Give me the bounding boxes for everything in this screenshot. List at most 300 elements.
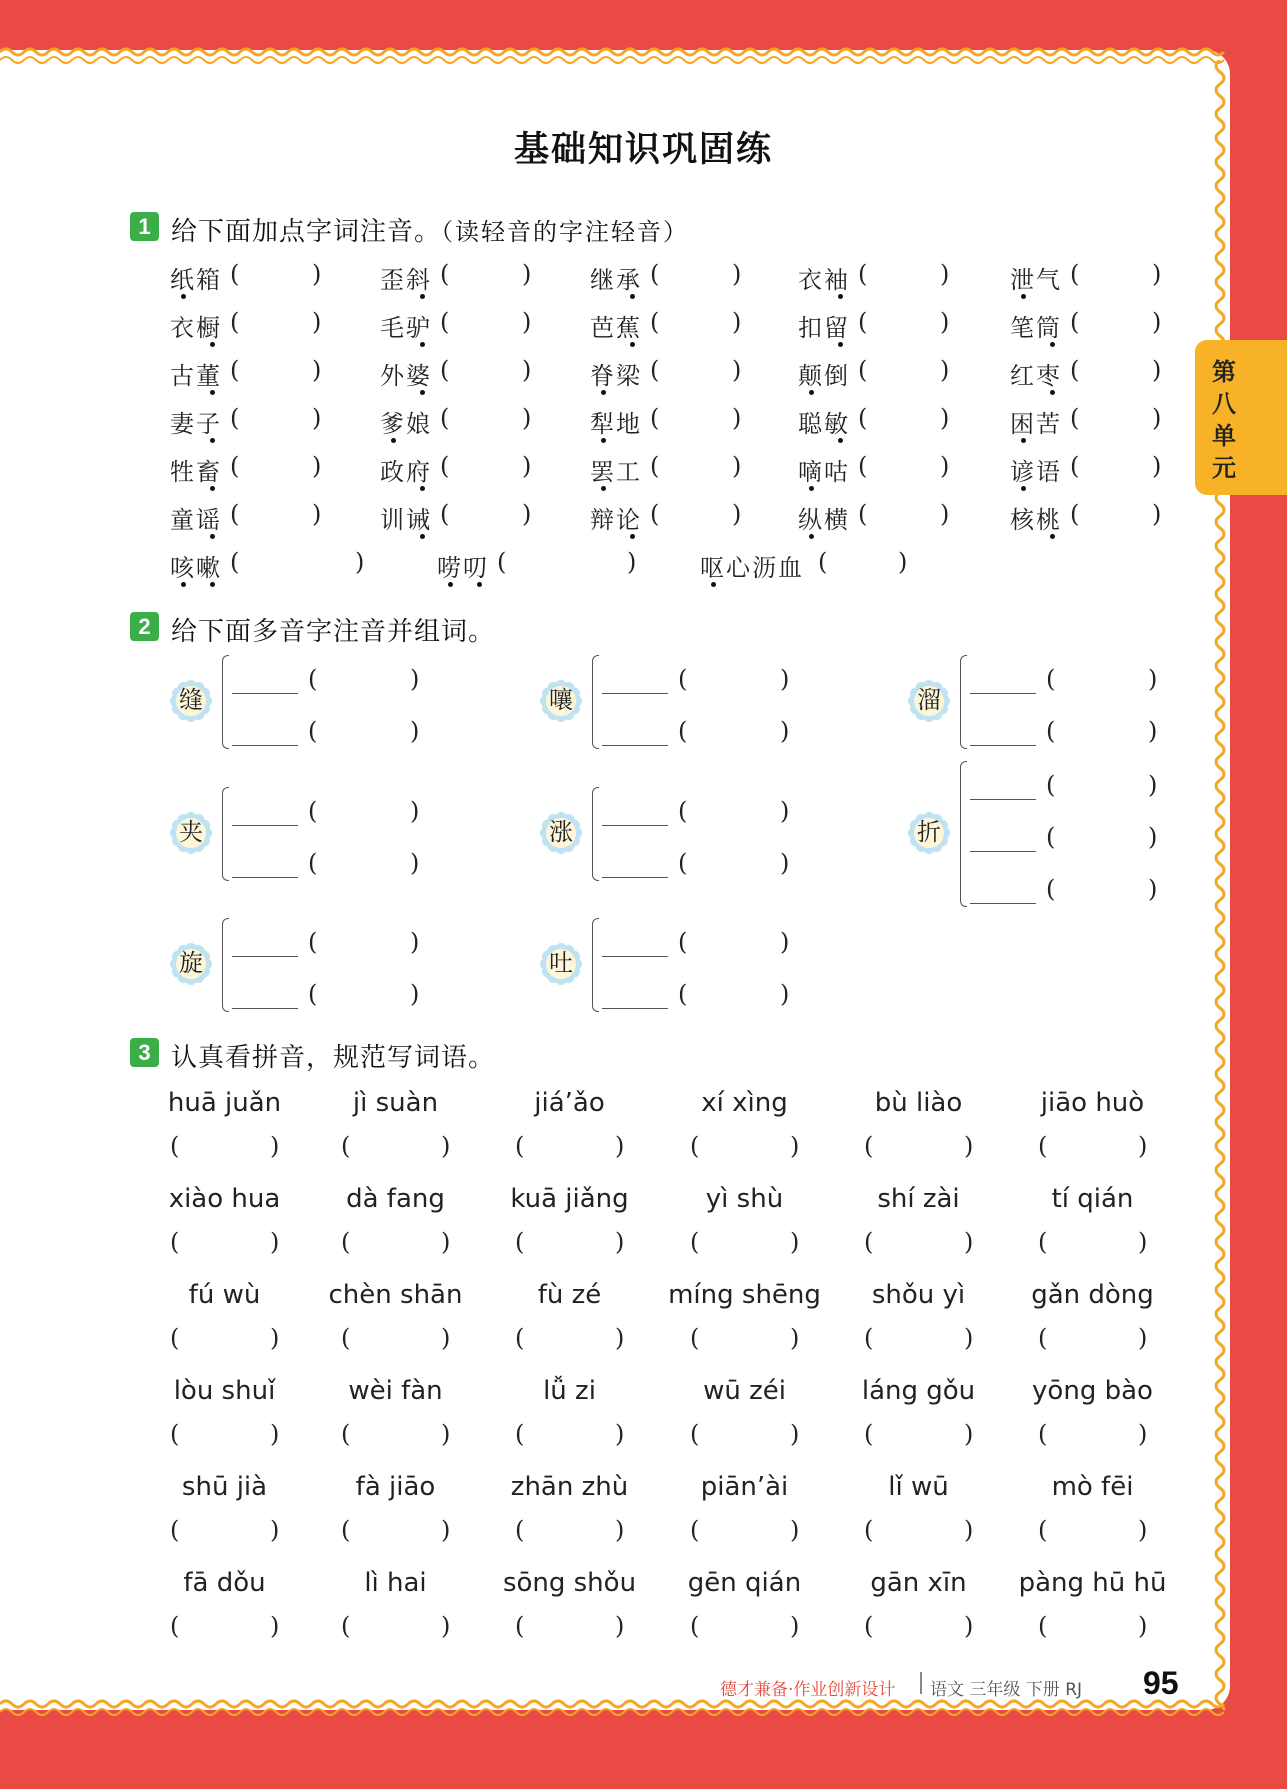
top-wave-border [0, 44, 1230, 74]
answer-paren-open: ( [864, 1228, 874, 1256]
answer-paren-open: ( [858, 452, 868, 480]
answer-paren-open: ( [864, 1516, 874, 1544]
pinyin-prompt: xiào hua [168, 1184, 281, 1214]
pinyin-prompt: yōng bào [1032, 1376, 1153, 1406]
answer-paren-open: ( [515, 1132, 525, 1160]
answer-paren-open: ( [170, 1420, 180, 1448]
answer-paren-close: ) [1152, 452, 1162, 480]
pinyin-paren-open: ( [308, 797, 318, 825]
pinyin-prompt: shū jià [181, 1472, 268, 1502]
bracket [592, 655, 599, 749]
answer-paren-open: ( [515, 1228, 525, 1256]
answer-paren-open: ( [341, 1420, 351, 1448]
q1-word: 扣留 [798, 314, 850, 342]
q1-word: 政府 [380, 458, 432, 486]
answer-paren-open: ( [515, 1324, 525, 1352]
answer-paren-close: ) [522, 356, 532, 384]
pinyin-prompt: shí zài [877, 1184, 960, 1214]
answer-paren-close: ) [1138, 1132, 1148, 1160]
answer-paren-open: ( [515, 1420, 525, 1448]
answer-paren-close: ) [732, 452, 742, 480]
pinyin-paren-open: ( [308, 928, 318, 956]
emphasis-dot [181, 582, 186, 587]
q1-word: 犁地 [590, 410, 642, 438]
q1-word: 毛驴 [380, 314, 432, 342]
answer-paren-close: ) [964, 1228, 974, 1256]
answer-paren-open: ( [341, 1324, 351, 1352]
emphasis-dot [391, 438, 396, 443]
bracket [222, 918, 229, 1012]
answer-paren-close: ) [522, 308, 532, 336]
pinyin-prompt: fà jiāo [355, 1472, 436, 1502]
answer-paren-open: ( [440, 500, 450, 528]
q1-word: 芭蕉 [590, 314, 642, 342]
answer-paren-close: ) [732, 260, 742, 288]
word-blank[interactable] [970, 745, 1036, 746]
answer-paren-open: ( [1070, 356, 1080, 384]
emphasis-dot [210, 390, 215, 395]
answer-paren-open: ( [440, 260, 450, 288]
answer-paren-close: ) [1152, 260, 1162, 288]
word-blank[interactable] [970, 851, 1036, 852]
pinyin-paren-open: ( [308, 665, 318, 693]
answer-paren-open: ( [230, 308, 240, 336]
pinyin-paren-open: ( [308, 717, 318, 745]
pinyin-paren-open: ( [1046, 875, 1056, 903]
footer-divider [920, 1672, 922, 1694]
pinyin-paren-close: ) [1148, 875, 1158, 903]
q1-word: 继承 [590, 266, 642, 294]
emphasis-dot [630, 342, 635, 347]
answer-paren-open: ( [341, 1516, 351, 1544]
answer-paren-close: ) [441, 1132, 451, 1160]
answer-paren-open: ( [650, 452, 660, 480]
pinyin-prompt: yì shù [705, 1184, 784, 1214]
q1-word: 困苦 [1010, 410, 1062, 438]
answer-paren-close: ) [615, 1228, 625, 1256]
answer-paren-close: ) [1138, 1420, 1148, 1448]
answer-paren-open: ( [690, 1612, 700, 1640]
word-blank[interactable] [232, 956, 298, 957]
pinyin-prompt: huā juǎn [167, 1088, 282, 1118]
answer-paren-close: ) [522, 404, 532, 432]
polyphone-char: 嚷 [549, 686, 573, 714]
emphasis-dot [809, 486, 814, 491]
pinyin-prompt: zhān zhù [510, 1472, 629, 1502]
polyphone-char: 折 [917, 818, 941, 846]
emphasis-dot [1021, 438, 1026, 443]
word-blank[interactable] [602, 745, 668, 746]
answer-paren-close: ) [312, 500, 322, 528]
pinyin-prompt: fù zé [537, 1280, 602, 1310]
answer-paren-close: ) [1152, 356, 1162, 384]
pinyin-prompt: fú wù [188, 1280, 261, 1310]
pinyin-paren-close: ) [410, 717, 420, 745]
answer-paren-open: ( [650, 260, 660, 288]
q1-word: 辩论 [590, 506, 642, 534]
pinyin-paren-close: ) [1148, 823, 1158, 851]
q1-word: 咳嗽 [170, 554, 222, 582]
polyphone-char: 涨 [549, 818, 573, 846]
pinyin-prompt: fā dǒu [183, 1568, 266, 1598]
polyphone-char: 溜 [917, 686, 941, 714]
page-title: 基础知识巩固练 [513, 130, 773, 170]
emphasis-dot [420, 534, 425, 539]
pinyin-prompt: lǚ zi [543, 1376, 596, 1406]
pinyin-prompt: tí qián [1051, 1184, 1134, 1214]
answer-paren-close: ) [441, 1420, 451, 1448]
q1-prompt-text: 给下面加点字词注音。 [171, 217, 442, 247]
answer-paren-open: ( [230, 500, 240, 528]
answer-paren-close: ) [732, 500, 742, 528]
answer-paren-close: ) [790, 1324, 800, 1352]
answer-paren-open: ( [230, 404, 240, 432]
answer-paren-close: ) [312, 260, 322, 288]
pinyin-prompt: kuā jiǎng [510, 1184, 629, 1214]
answer-paren-open: ( [650, 500, 660, 528]
answer-paren-open: ( [170, 1612, 180, 1640]
answer-paren-close: ) [1138, 1228, 1148, 1256]
q1-word: 脊梁 [590, 362, 642, 390]
pinyin-prompt: wèi fàn [348, 1376, 443, 1406]
pinyin-prompt: jì suàn [352, 1088, 439, 1118]
answer-paren-close: ) [1138, 1516, 1148, 1544]
pinyin-paren-close: ) [410, 797, 420, 825]
pinyin-paren-open: ( [308, 980, 318, 1008]
q3-prompt: 认真看拼音，规范写词语。 [171, 1043, 496, 1073]
answer-paren-open: ( [1070, 260, 1080, 288]
word-blank[interactable] [602, 877, 668, 878]
pinyin-paren-close: ) [780, 665, 790, 693]
bracket [592, 918, 599, 1012]
answer-paren-open: ( [1038, 1324, 1048, 1352]
pinyin-paren-open: ( [1046, 717, 1056, 745]
answer-paren-open: ( [858, 356, 868, 384]
pinyin-paren-open: ( [678, 717, 688, 745]
answer-paren-open: ( [341, 1228, 351, 1256]
q1-word: 谚语 [1010, 458, 1062, 486]
emphasis-dot [1021, 294, 1026, 299]
answer-paren-close: ) [615, 1132, 625, 1160]
q1-word: 聪敏 [798, 410, 850, 438]
word-blank[interactable] [970, 903, 1036, 904]
q1-word: 笔筒 [1010, 314, 1062, 342]
q1-word: 嘀咕 [798, 458, 850, 486]
answer-paren-open: ( [1038, 1132, 1048, 1160]
answer-paren-close: ) [732, 404, 742, 432]
emphasis-dot [1050, 342, 1055, 347]
answer-paren-open: ( [650, 356, 660, 384]
answer-paren-close: ) [270, 1324, 280, 1352]
answer-paren-open: ( [858, 404, 868, 432]
q1-word: 外婆 [380, 362, 432, 390]
word-blank[interactable] [602, 825, 668, 826]
answer-paren-close: ) [1152, 500, 1162, 528]
q3-number: 3 [130, 1038, 159, 1067]
pinyin-paren-open: ( [678, 849, 688, 877]
emphasis-dot [838, 294, 843, 299]
pinyin-prompt: wū zéi [703, 1376, 786, 1406]
answer-paren-open: ( [690, 1420, 700, 1448]
word-blank[interactable] [970, 693, 1036, 694]
answer-paren-close: ) [1138, 1612, 1148, 1640]
answer-paren-close: ) [270, 1420, 280, 1448]
footer-info: 语文 三年级 下册 RJ [930, 1680, 1083, 1700]
emphasis-dot [601, 438, 606, 443]
q1-word: 核桃 [1010, 506, 1062, 534]
answer-paren-open: ( [650, 308, 660, 336]
pinyin-prompt: míng shēng [668, 1280, 821, 1310]
emphasis-dot [210, 582, 215, 587]
answer-paren-open: ( [440, 452, 450, 480]
answer-paren-open: ( [818, 548, 828, 576]
word-blank[interactable] [232, 745, 298, 746]
q1-word: 衣袖 [798, 266, 850, 294]
answer-paren-open: ( [650, 404, 660, 432]
answer-paren-close: ) [940, 260, 950, 288]
emphasis-dot [210, 342, 215, 347]
answer-paren-open: ( [690, 1516, 700, 1544]
q1-word: 爹娘 [380, 410, 432, 438]
q1-word: 泄气 [1010, 266, 1062, 294]
answer-paren-open: ( [170, 1132, 180, 1160]
answer-paren-close: ) [270, 1132, 280, 1160]
emphasis-dot [210, 438, 215, 443]
q1-word: 纸箱 [170, 266, 222, 294]
answer-paren-close: ) [940, 452, 950, 480]
q1-word: 衣橱 [170, 314, 222, 342]
answer-paren-open: ( [170, 1324, 180, 1352]
word-blank[interactable] [232, 825, 298, 826]
word-blank[interactable] [970, 799, 1036, 800]
answer-paren-open: ( [690, 1228, 700, 1256]
answer-paren-close: ) [312, 452, 322, 480]
pinyin-paren-open: ( [678, 928, 688, 956]
answer-paren-open: ( [230, 260, 240, 288]
answer-paren-open: ( [864, 1324, 874, 1352]
pinyin-prompt: dà fang [346, 1184, 445, 1214]
q1-word: 唠叨 [437, 554, 489, 582]
answer-paren-open: ( [497, 548, 507, 576]
pinyin-prompt: bù liào [874, 1088, 963, 1118]
word-blank[interactable] [232, 1008, 298, 1009]
answer-paren-close: ) [964, 1324, 974, 1352]
right-wave-border [1208, 60, 1234, 1710]
pinyin-paren-close: ) [410, 849, 420, 877]
q1-word: 牲畜 [170, 458, 222, 486]
answer-paren-close: ) [312, 404, 322, 432]
answer-paren-open: ( [864, 1612, 874, 1640]
pinyin-paren-open: ( [678, 980, 688, 1008]
word-blank[interactable] [602, 1008, 668, 1009]
answer-paren-open: ( [1038, 1612, 1048, 1640]
emphasis-dot [838, 438, 843, 443]
answer-paren-open: ( [341, 1132, 351, 1160]
answer-paren-open: ( [1070, 500, 1080, 528]
emphasis-dot [809, 534, 814, 539]
q1-word: 颠倒 [798, 362, 850, 390]
pinyin-prompt: gān xīn [870, 1568, 967, 1598]
q2-number: 2 [130, 612, 159, 641]
answer-paren-close: ) [270, 1228, 280, 1256]
pinyin-prompt: jiá’ǎo [534, 1088, 605, 1118]
answer-paren-open: ( [1038, 1516, 1048, 1544]
pinyin-paren-open: ( [678, 665, 688, 693]
emphasis-dot [711, 582, 716, 587]
word-blank[interactable] [232, 693, 298, 694]
pinyin-paren-open: ( [1046, 823, 1056, 851]
pinyin-prompt: lǐ wū [888, 1472, 949, 1502]
emphasis-dot [210, 486, 215, 491]
answer-paren-open: ( [1038, 1420, 1048, 1448]
pinyin-paren-open: ( [1046, 665, 1056, 693]
pinyin-paren-close: ) [780, 849, 790, 877]
emphasis-dot [420, 486, 425, 491]
answer-paren-close: ) [615, 1324, 625, 1352]
answer-paren-close: ) [940, 308, 950, 336]
polyphone-char: 旋 [179, 949, 203, 977]
bracket [222, 787, 229, 881]
pinyin-prompt: pàng hū hū [1018, 1568, 1167, 1598]
pinyin-paren-close: ) [1148, 665, 1158, 693]
pinyin-prompt: jiāo huò [1040, 1088, 1145, 1118]
pinyin-paren-open: ( [308, 849, 318, 877]
pinyin-paren-close: ) [780, 980, 790, 1008]
emphasis-dot [448, 582, 453, 587]
answer-paren-open: ( [170, 1516, 180, 1544]
pinyin-paren-close: ) [780, 717, 790, 745]
q1-word: 罢工 [590, 458, 642, 486]
answer-paren-close: ) [615, 1516, 625, 1544]
answer-paren-close: ) [732, 308, 742, 336]
answer-paren-open: ( [690, 1132, 700, 1160]
pinyin-paren-close: ) [1148, 717, 1158, 745]
pinyin-paren-open: ( [678, 797, 688, 825]
pinyin-prompt: lòu shuǐ [173, 1376, 276, 1406]
answer-paren-close: ) [940, 500, 950, 528]
answer-paren-close: ) [355, 548, 365, 576]
emphasis-dot [601, 390, 606, 395]
answer-paren-close: ) [964, 1612, 974, 1640]
q1-word: 古董 [170, 362, 222, 390]
answer-paren-close: ) [940, 356, 950, 384]
emphasis-dot [838, 342, 843, 347]
answer-paren-close: ) [441, 1516, 451, 1544]
answer-paren-close: ) [312, 356, 322, 384]
answer-paren-open: ( [341, 1612, 351, 1640]
pinyin-prompt: sōng shǒu [502, 1568, 637, 1598]
pinyin-prompt: láng gǒu [861, 1376, 976, 1406]
answer-paren-open: ( [230, 356, 240, 384]
polyphone-char: 吐 [549, 949, 573, 977]
word-blank[interactable] [602, 956, 668, 957]
bracket [592, 787, 599, 881]
emphasis-dot [420, 342, 425, 347]
emphasis-dot [630, 294, 635, 299]
answer-paren-open: ( [1070, 452, 1080, 480]
answer-paren-close: ) [522, 452, 532, 480]
answer-paren-open: ( [440, 404, 450, 432]
answer-paren-close: ) [522, 260, 532, 288]
emphasis-dot [181, 294, 186, 299]
pinyin-prompt: xí xìng [701, 1088, 788, 1118]
emphasis-dot [477, 582, 482, 587]
polyphone-char: 缝 [179, 686, 203, 714]
emphasis-dot [1050, 390, 1055, 395]
answer-paren-open: ( [1070, 308, 1080, 336]
q1-word: 红枣 [1010, 362, 1062, 390]
emphasis-dot [210, 534, 215, 539]
answer-paren-close: ) [312, 308, 322, 336]
answer-paren-close: ) [790, 1516, 800, 1544]
answer-paren-open: ( [1070, 404, 1080, 432]
q2-prompt: 给下面多音字注音并组词。 [171, 617, 496, 647]
pinyin-paren-close: ) [410, 980, 420, 1008]
q1-number: 1 [130, 212, 159, 241]
answer-paren-open: ( [440, 356, 450, 384]
answer-paren-open: ( [230, 452, 240, 480]
answer-paren-close: ) [1152, 308, 1162, 336]
answer-paren-open: ( [230, 548, 240, 576]
answer-paren-open: ( [170, 1228, 180, 1256]
answer-paren-open: ( [1038, 1228, 1048, 1256]
bracket [960, 655, 967, 749]
answer-paren-open: ( [858, 260, 868, 288]
answer-paren-close: ) [627, 548, 637, 576]
pinyin-prompt: gǎn dòng [1031, 1280, 1154, 1310]
emphasis-dot [809, 390, 814, 395]
word-blank[interactable] [232, 877, 298, 878]
answer-paren-open: ( [515, 1516, 525, 1544]
answer-paren-close: ) [964, 1420, 974, 1448]
pinyin-prompt: piān’ài [700, 1472, 789, 1502]
answer-paren-close: ) [790, 1132, 800, 1160]
polyphone-char: 夹 [179, 818, 203, 846]
pinyin-prompt: chèn shān [328, 1280, 463, 1310]
answer-paren-close: ) [940, 404, 950, 432]
answer-paren-close: ) [732, 356, 742, 384]
q1-word: 纵横 [798, 506, 850, 534]
emphasis-dot [601, 486, 606, 491]
answer-paren-open: ( [515, 1612, 525, 1640]
q1-note: （读轻音的字注轻音） [441, 218, 690, 246]
footer-series: 德才兼备·作业创新设计 [720, 1680, 896, 1700]
answer-paren-close: ) [441, 1228, 451, 1256]
q1-word: 歪斜 [380, 266, 432, 294]
answer-paren-open: ( [864, 1132, 874, 1160]
answer-paren-close: ) [964, 1516, 974, 1544]
emphasis-dot [630, 534, 635, 539]
pinyin-paren-close: ) [780, 797, 790, 825]
unit-tab-label: 第八单元 [1212, 359, 1236, 482]
emphasis-dot [1050, 534, 1055, 539]
emphasis-dot [420, 294, 425, 299]
answer-paren-close: ) [615, 1420, 625, 1448]
pinyin-paren-close: ) [780, 928, 790, 956]
answer-paren-close: ) [1138, 1324, 1148, 1352]
pinyin-paren-close: ) [410, 928, 420, 956]
pinyin-paren-close: ) [410, 665, 420, 693]
pinyin-prompt: mò fēi [1051, 1472, 1134, 1502]
q1-word: 呕心沥血 [700, 554, 804, 582]
q1-prompt [171, 211, 689, 248]
emphasis-dot [420, 390, 425, 395]
pinyin-prompt: gēn qián [687, 1568, 802, 1598]
word-blank[interactable] [602, 693, 668, 694]
emphasis-dot [1021, 486, 1026, 491]
answer-paren-close: ) [790, 1228, 800, 1256]
q1-word: 童谣 [170, 506, 222, 534]
